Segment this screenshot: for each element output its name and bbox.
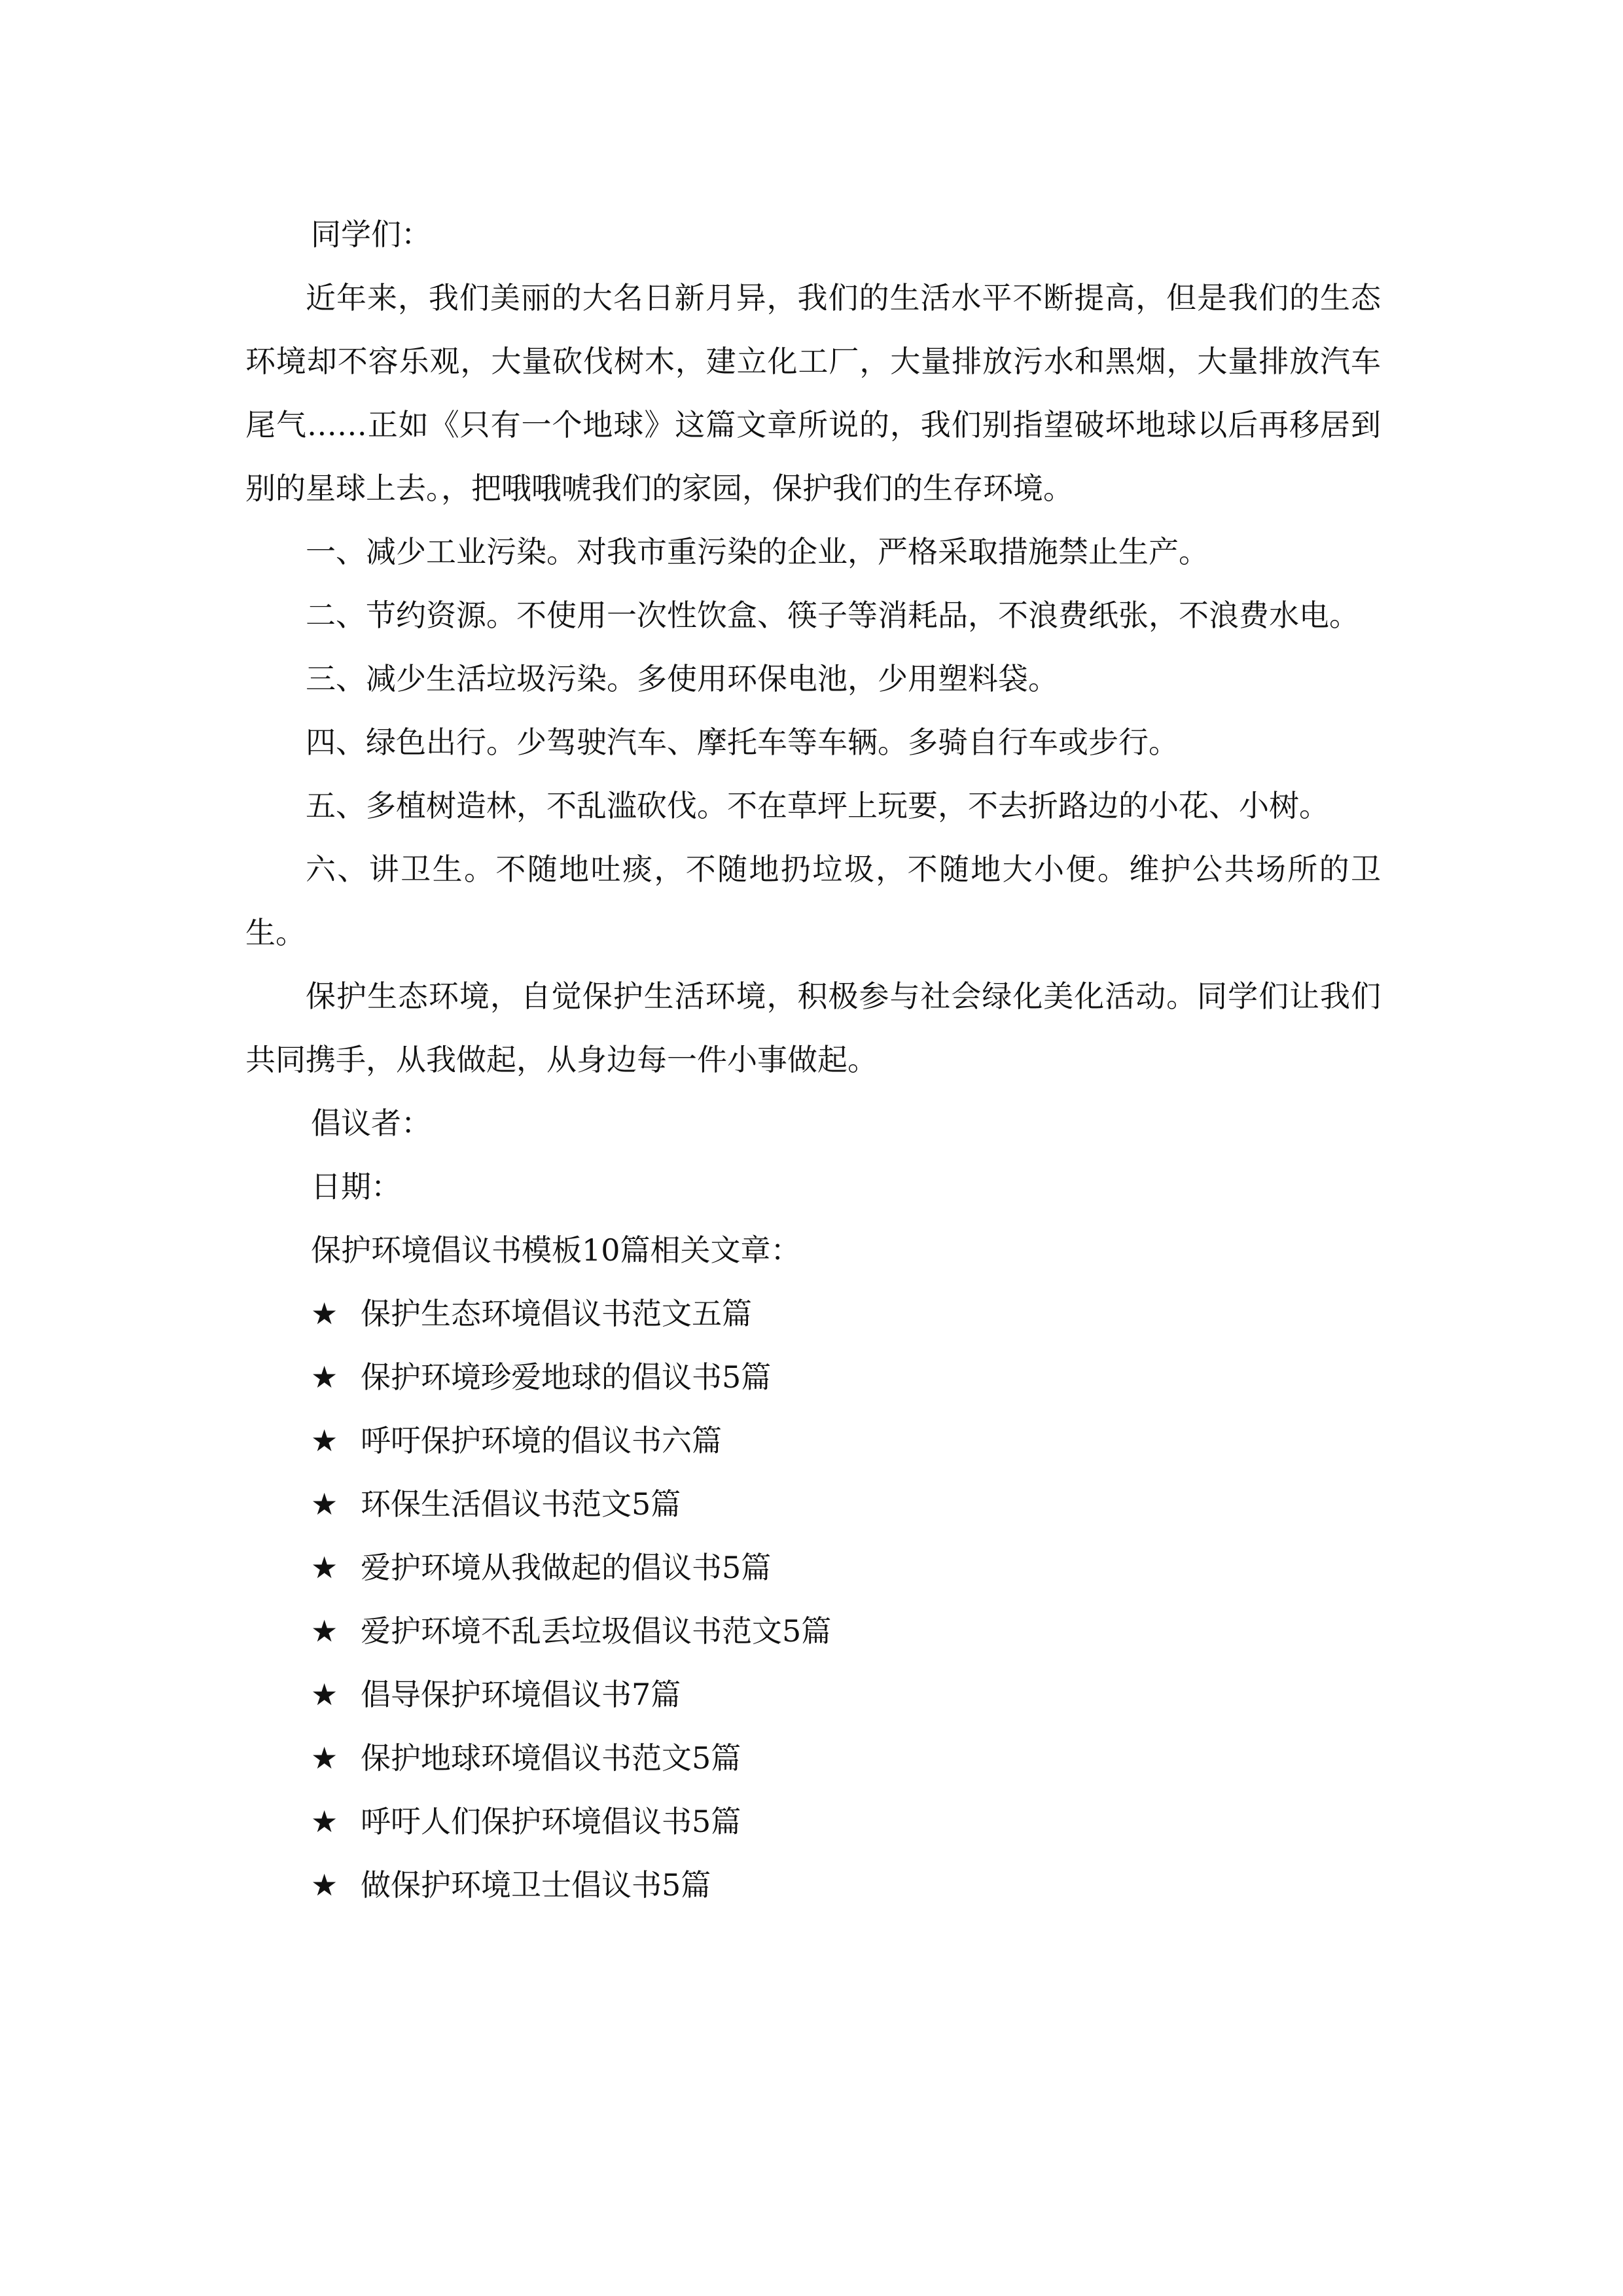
- proposal-item-5: 五、多植树造林，不乱滥砍伐。不在草坪上玩要，不去折路边的小花、小树。: [306, 788, 1329, 823]
- star-icon: ★: [311, 1867, 338, 1903]
- related-article-link[interactable]: [245, 1600, 1381, 1663]
- star-icon: ★: [311, 1486, 338, 1522]
- related-article-title[interactable]: 爱护环境从我做起的倡议书5篇: [361, 1550, 772, 1585]
- star-icon: ★: [311, 1550, 338, 1585]
- related-article-link[interactable]: [245, 1663, 1381, 1727]
- proposal-item-1: 一、减少工业污染。对我市重污染的企业，严格采取措施禁止生产。: [306, 534, 1209, 569]
- related-article-link[interactable]: [245, 1409, 1381, 1473]
- star-icon: ★: [311, 1359, 338, 1395]
- proposal-item-2: 二、节约资源。不使用一次性饮盒、筷子等消耗品，不浪费纸张，不浪费水电。: [306, 598, 1359, 633]
- document-body: [245, 203, 1381, 1917]
- star-icon: ★: [311, 1677, 338, 1712]
- star-icon: ★: [311, 1423, 338, 1458]
- related-article-link[interactable]: [245, 1536, 1381, 1600]
- related-article-title[interactable]: 保护环境珍爱地球的倡议书5篇: [361, 1359, 772, 1395]
- intro-paragraph: 近年来，我们美丽的大名日新月异，我们的生活水平不断提高，但是我们的生态环境却不容乐观，大量砍伐树木，建立化工厂，大量排放污水和黑烟，大量排放汽车尾气……正如《只有一个地球》这篇文章所说的，我们别指望破坏地球以后再移居到别的星球上去。，把哦哦唬我们的家园，保护我们的生存环境。: [245, 280, 1381, 506]
- related-article-title[interactable]: 呼吁保护环境的倡议书六篇: [361, 1423, 722, 1458]
- star-icon: ★: [311, 1740, 338, 1776]
- proposal-item-6: 六、讲卫生。不随地吐痰，不随地扔垃圾，不随地大小便。维护公共场所的卫生。: [245, 852, 1381, 950]
- star-icon: ★: [311, 1296, 338, 1331]
- closing-paragraph: 保护生态环境，自觉保护生活环境，积极参与社会绿化美化活动。同学们让我们共同携手，从我做起，从身边每一件小事做起。: [245, 978, 1381, 1077]
- related-article-title[interactable]: 环保生活倡议书范文5篇: [361, 1486, 681, 1522]
- related-article-title[interactable]: 保护生态环境倡议书范文五篇: [361, 1296, 752, 1331]
- related-article-link[interactable]: [245, 1473, 1381, 1536]
- related-article-link[interactable]: [245, 1790, 1381, 1854]
- proposal-item-4: 四、绿色出行。少驾驶汽车、摩托车等车辆。多骑自行车或步行。: [306, 725, 1179, 760]
- related-article-link[interactable]: [245, 1854, 1381, 1917]
- salutation: 同学们：: [311, 217, 431, 252]
- related-article-link[interactable]: [245, 1346, 1381, 1409]
- proposer-label: 倡议者：: [311, 1105, 431, 1141]
- date-label: 日期：: [311, 1169, 401, 1204]
- related-article-link[interactable]: [245, 1727, 1381, 1790]
- related-heading: 保护环境倡议书模板10篇相关文章：: [311, 1232, 801, 1268]
- star-icon: ★: [311, 1804, 338, 1839]
- related-article-title[interactable]: 做保护环境卫士倡议书5篇: [361, 1867, 711, 1903]
- related-article-title[interactable]: 保护地球环境倡议书范文5篇: [361, 1740, 741, 1776]
- related-article-title[interactable]: 倡导保护环境倡议书7篇: [361, 1677, 681, 1712]
- star-icon: ★: [311, 1613, 338, 1649]
- proposal-item-3: 三、减少生活垃圾污染。多使用环保电池，少用塑料袋。: [306, 661, 1058, 696]
- related-article-link[interactable]: [245, 1282, 1381, 1346]
- related-article-title[interactable]: 呼吁人们保护环境倡议书5篇: [361, 1804, 741, 1839]
- related-article-title[interactable]: 爱护环境不乱丢垃圾倡议书范文5篇: [361, 1613, 832, 1649]
